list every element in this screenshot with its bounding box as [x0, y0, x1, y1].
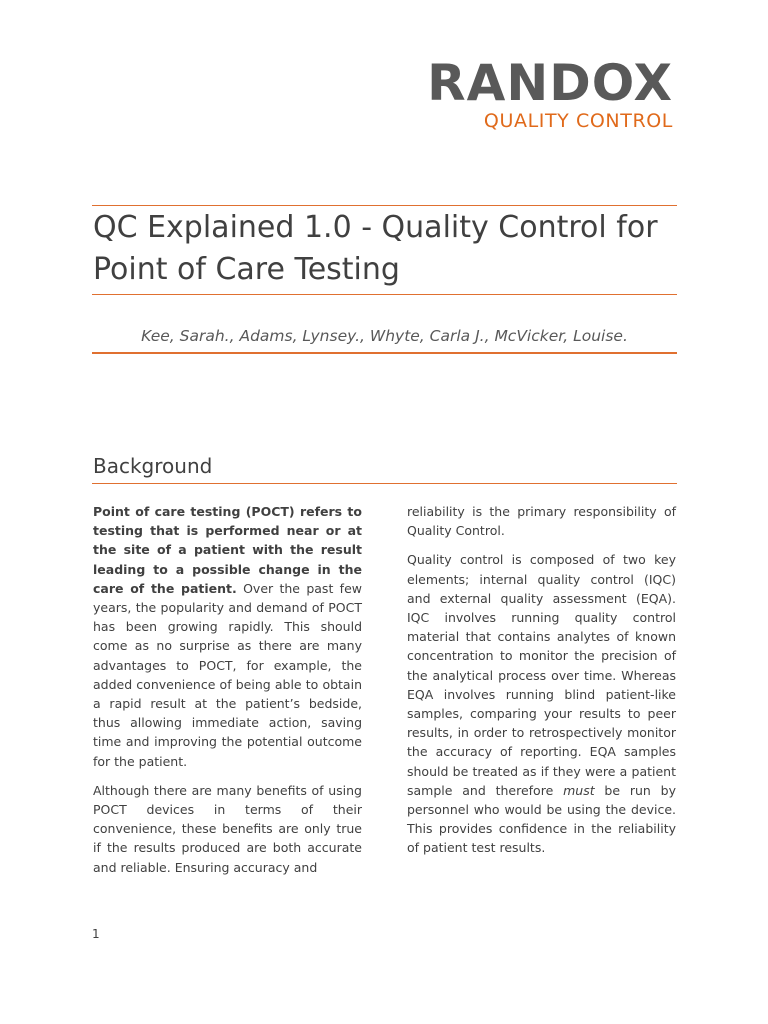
left-column [93, 502, 362, 887]
right-column [407, 502, 676, 868]
document-title: QC Explained 1.0 - Quality Control for Point of Care Testing [93, 210, 658, 287]
left-paragraph-1-body: Over the past few years, the popularity and demand of POCT has been growing rapidly. This should come as no surprise as there are many advantages to POCT, for example, the added convenience of being able to obtain a rapid result at the patient’s bedside, thus allowing immediate action, saving time and improving the potential outcome for the patient. [93, 580, 362, 769]
right-paragraph-2 [407, 550, 676, 857]
logo-tagline: QUALITY CONTROL [483, 110, 673, 132]
title-top-rule [92, 205, 677, 206]
section-heading-background: Background [93, 454, 213, 478]
poct-definition: Point of care testing (POCT) refers to testing that is performed near or at the site of a patient with the result leading to a possible change in the care of the patient. [93, 504, 362, 596]
right-paragraph-2-part-a: Quality control is composed of two key elements; internal quality control (IQC) and external quality assessment (EQA). IQC involves running quality control material that contains analytes of known concentration to monitor the precision of the analytical process over time. Whereas EQA involves running blind patient-like samples, comparing your results to peer results, in order to retrospectively monitor the accuracy of reporting. EQA samples should be treated as if they were a patient sample and therefore [407, 552, 676, 798]
right-paragraph-1: reliability is the primary responsibility of Quality Control. [407, 504, 676, 539]
randox-logo [427, 54, 673, 132]
author-list: Kee, Sarah., Adams, Lynsey., Whyte, Carla J., McVicker, Louise. [141, 327, 628, 345]
left-paragraph-2: Although there are many benefits of using POCT devices in terms of their convenience, these benefits are only true if the results produced are both accurate and reliable. Ensuring accuracy and [93, 782, 362, 875]
page-number: 1 [92, 927, 100, 941]
title-bottom-rule [92, 294, 677, 295]
right-paragraph-2-part-b: be run by personnel who would be using the device. This provides confidence in the reliability of patient test results. [407, 782, 676, 856]
left-paragraph-1 [93, 502, 362, 771]
emphasis-must: must [563, 782, 595, 798]
logo-wordmark: RANDOX [427, 54, 673, 112]
authors-rule [92, 352, 677, 354]
section-rule [92, 483, 677, 484]
